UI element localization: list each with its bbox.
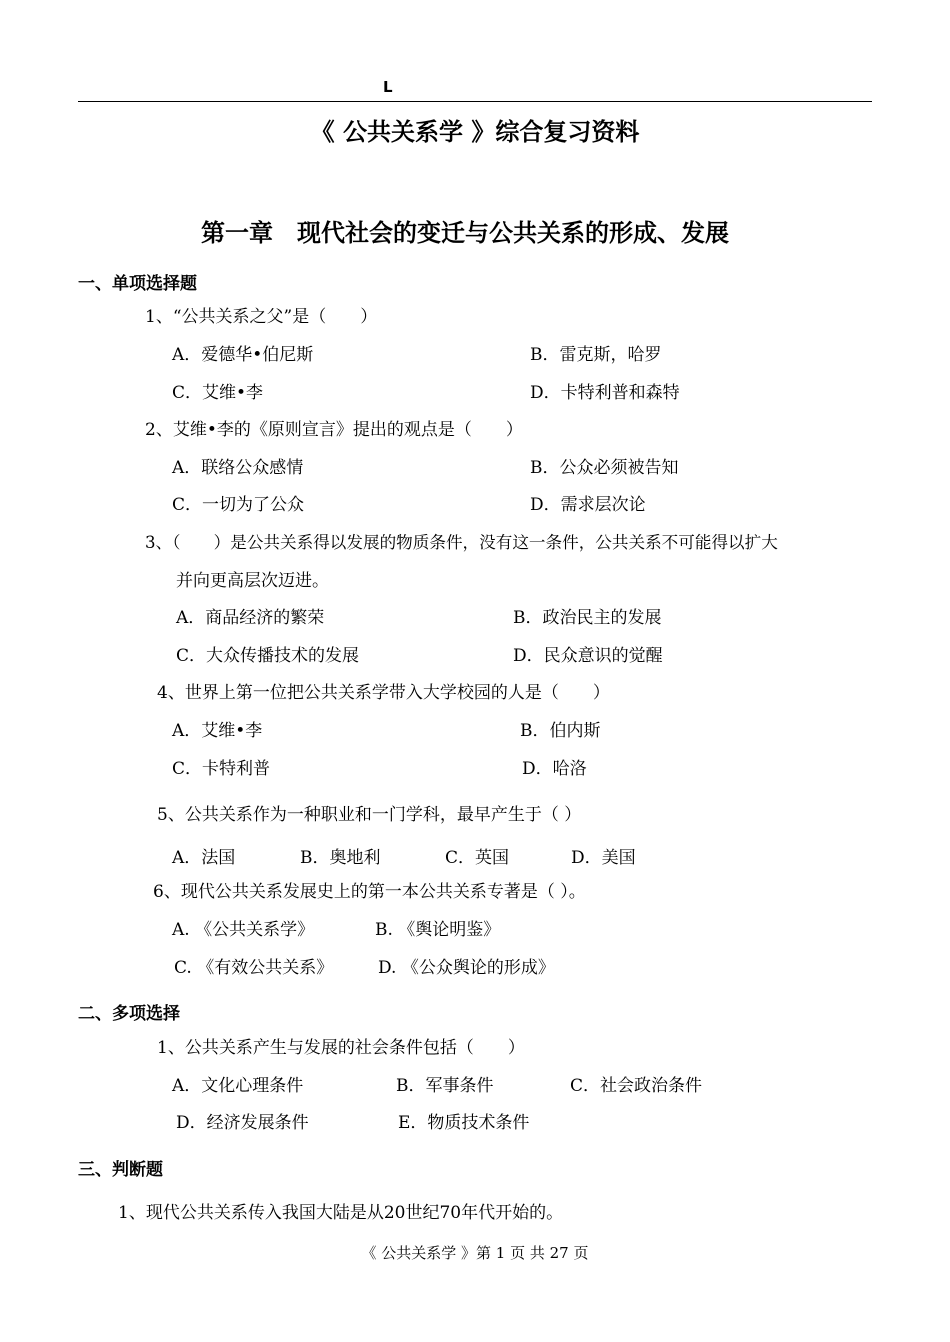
q3-option-c: C．大众传播技术的发展 [176,646,360,666]
q6-option-b: B. 《舆论明鉴》 [375,920,501,940]
question-6: 6、现代公共关系发展史上的第一本公共关系专著是（ ）。 [153,882,586,902]
q2-option-c: C．一切为了公众 [172,495,305,515]
q2-option-b: B．公众必须被告知 [530,458,679,478]
q4-option-b: B．伯内斯 [520,721,601,741]
q1-option-d: D．卡特利普和森特 [530,383,680,403]
q4-option-c: C．卡特利普 [172,759,271,779]
header-rule [78,101,872,102]
m1-option-c: C．社会政治条件 [570,1076,703,1096]
q3-option-b: B．政治民主的发展 [513,608,662,628]
m1-option-d: D．经济发展条件 [176,1113,309,1133]
q5-option-d: D．美国 [571,848,636,868]
q4-option-d: D．哈洛 [522,759,587,779]
judge-question-1: 1、现代公共关系传入我国大陆是从20世纪70年代开始的。 [118,1203,564,1223]
q1-option-b: B．雷克斯，哈罗 [530,345,662,365]
q6-option-a: A. 《公共关系学》 [172,920,315,940]
q3-option-a: A．商品经济的繁荣 [176,608,325,628]
q5-option-a: A．法国 [172,848,236,868]
q4-option-a: A．艾维•李 [172,721,263,741]
q5-option-b: B．奥地利 [300,848,381,868]
chapter-title: 第一章 现代社会的变迁与公共关系的形成、发展 [201,219,729,247]
question-3-cont: 并向更高层次迈进。 [176,571,329,591]
q3-option-d: D．民众意识的觉醒 [513,646,663,666]
question-2: 2、艾维•李的《原则宣言》提出的观点是（ ） [145,420,523,440]
question-5: 5、公共关系作为一种职业和一门学科，最早产生于（ ） [157,805,582,825]
question-3: 3、（ ）是公共关系得以发展的物质条件，没有这一条件，公共关系不可能得以扩大 [145,533,778,552]
m1-option-b: B．军事条件 [396,1076,494,1096]
q2-option-d: D．需求层次论 [530,495,646,515]
q1-option-a: A．爱德华•伯尼斯 [172,345,314,365]
q6-option-d: D. 《公众舆论的形成》 [378,958,555,978]
question-4: 4、世界上第一位把公共关系学带入大学校园的人是（ ） [157,683,610,703]
q5-option-c: C．英国 [445,848,510,868]
question-1: 1、“公共关系之父”是（ ） [145,307,378,327]
document-title: 《 公共关系学 》综合复习资料 [310,118,640,146]
q2-option-a: A．联络公众感情 [172,458,304,478]
m1-option-e: E．物质技术条件 [398,1113,530,1133]
header-mark: L [383,78,393,96]
q6-option-c: C. 《有效公共关系》 [174,958,334,978]
section-multiple-choice: 二、多项选择 [78,1004,180,1024]
multi-question-1: 1、公共关系产生与发展的社会条件包括（ ） [157,1038,525,1058]
m1-option-a: A．文化心理条件 [172,1076,304,1096]
section-single-choice: 一、单项选择题 [78,274,197,294]
page-footer: 《 公共关系学 》第 1 页 共 27 页 [361,1244,589,1262]
section-true-false: 三、判断题 [78,1160,163,1180]
q1-option-c: C．艾维•李 [172,383,264,403]
